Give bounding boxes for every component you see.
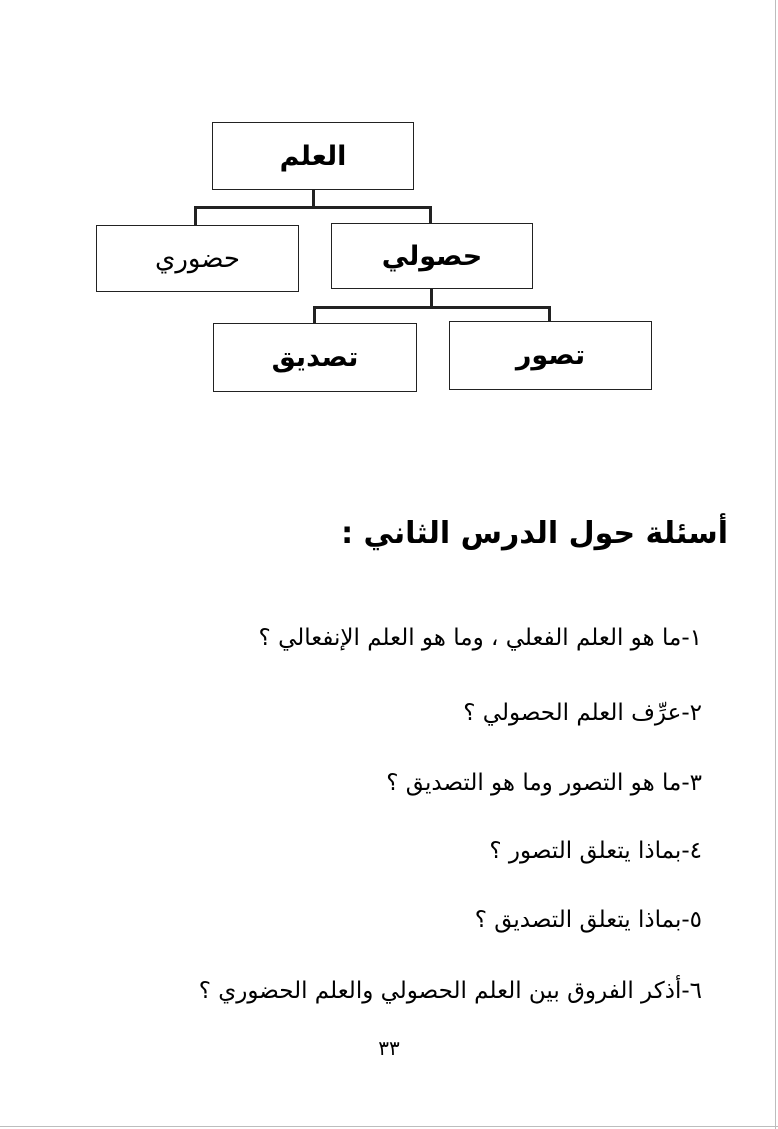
diagram-node-assent [213, 323, 417, 392]
page-edge-bottom [0, 1126, 778, 1127]
page-number: ٣٣ [378, 1036, 400, 1060]
connector-level2-right-drop [548, 306, 551, 322]
connector-level1-bar [194, 206, 432, 209]
question-item: ٦-أذكر الفروق بين العلم الحصولي والعلم الحضوري ؟ [198, 978, 702, 1004]
diagram-root-node [212, 122, 414, 190]
diagram-node-conception-label: تصور [515, 340, 586, 371]
diagram-node-assent-label: تصديق [271, 342, 359, 373]
connector-level2-left-drop [313, 306, 316, 324]
question-item: ٣-ما هو التصور وما هو التصديق ؟ [386, 770, 702, 796]
question-item: ١-ما هو العلم الفعلي ، وما هو العلم الإنفعالي ؟ [258, 625, 702, 651]
question-item: ٢-عرِّف العلم الحصولي ؟ [463, 700, 702, 726]
diagram-node-presential-label: حضوري [155, 243, 240, 274]
diagram-node-presential [96, 225, 299, 292]
question-item: ٥-بماذا يتعلق التصديق ؟ [474, 907, 702, 933]
diagram-node-conception [449, 321, 652, 390]
page-edge-right [775, 0, 776, 1129]
connector-level1-right-drop [429, 206, 432, 224]
connector-level1-left-drop [194, 206, 197, 226]
question-item: ٤-بماذا يتعلق التصور ؟ [489, 838, 702, 864]
diagram-node-acquired [331, 223, 533, 289]
connector-level2-bar [313, 306, 551, 309]
section-heading: أسئلة حول الدرس الثاني : [341, 516, 728, 551]
diagram-root-label: العلم [279, 140, 347, 172]
diagram-node-acquired-label: حصولي [381, 240, 483, 272]
